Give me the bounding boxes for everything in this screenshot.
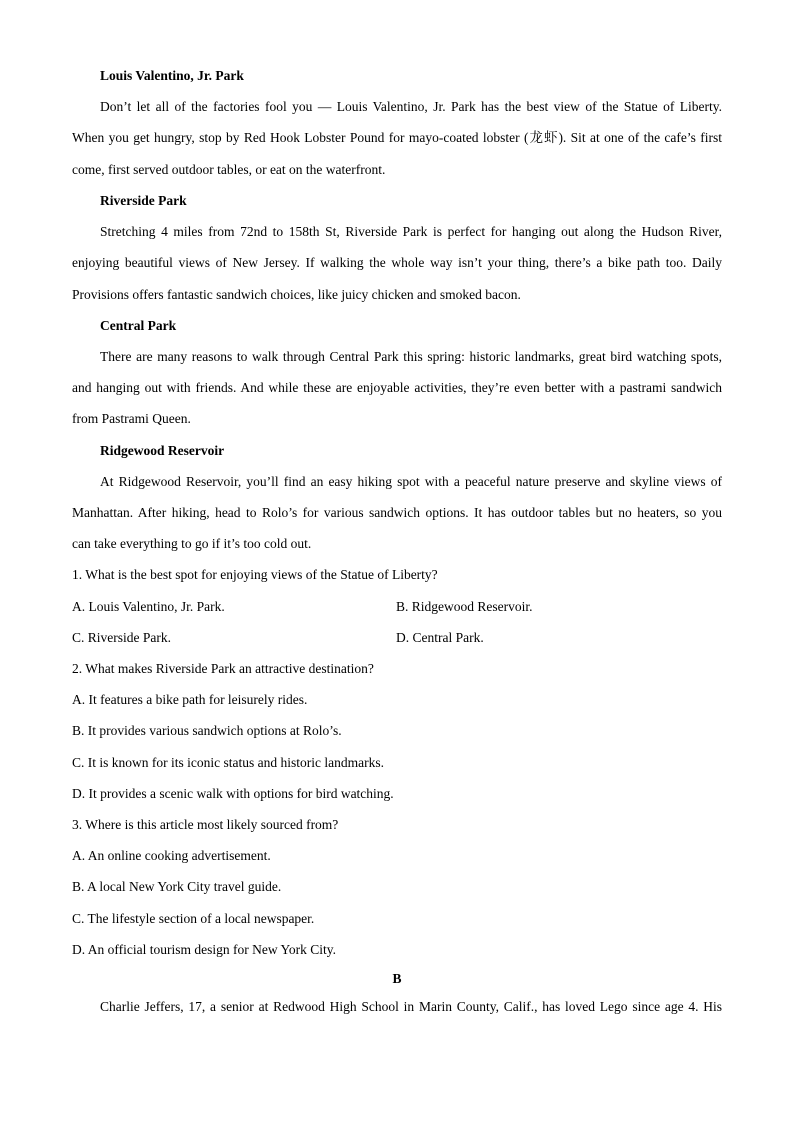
question-1-option-a: A. Louis Valentino, Jr. Park. bbox=[72, 599, 225, 614]
question-2-option-b: B. It provides various sandwich options at Rolo’s. bbox=[72, 723, 342, 738]
paragraph-line: Manhattan. After hiking, head to Rolo’s for various sandwich options. It has outdoor tables but no heaters, so you bbox=[72, 505, 722, 520]
paragraph-line: and hanging out with friends. And while these are enjoyable activities, they’re even better with a pastrami sandwich bbox=[72, 380, 722, 395]
paragraph-line: When you get hungry, stop by Red Hook Lobster Pound for mayo-coated lobster (龙虾). Sit at one of the cafe’s first bbox=[72, 130, 722, 145]
question-3-option-d: D. An official tourism design for New York City. bbox=[72, 942, 336, 957]
section-heading-louis-valentino: Louis Valentino, Jr. Park bbox=[100, 68, 244, 83]
question-1-option-c: C. Riverside Park. bbox=[72, 630, 171, 645]
paragraph-line: enjoying beautiful views of New Jersey. If walking the whole way isn’t your thing, there’s a bike path too. Daily bbox=[72, 255, 722, 270]
paragraph-line: from Pastrami Queen. bbox=[72, 411, 191, 426]
question-stem-3: 3. Where is this article most likely sourced from? bbox=[72, 817, 339, 832]
section-heading-riverside-park: Riverside Park bbox=[100, 193, 187, 208]
question-stem-1: 1. What is the best spot for enjoying views of the Statue of Liberty? bbox=[72, 567, 438, 582]
paragraph-line: At Ridgewood Reservoir, you’ll find an easy hiking spot with a peaceful nature preserve and skyline views of bbox=[100, 474, 722, 489]
paragraph-line: Don’t let all of the factories fool you — Louis Valentino, Jr. Park has the best view of the Statue of Liberty. bbox=[100, 99, 722, 114]
question-3-option-b: B. A local New York City travel guide. bbox=[72, 879, 282, 894]
paragraph-line: There are many reasons to walk through Central Park this spring: historic landmarks, great bird watching spots, bbox=[100, 349, 722, 364]
part-b-title: B bbox=[392, 971, 402, 986]
paragraph-line: Stretching 4 miles from 72nd to 158th St, Riverside Park is perfect for hanging out along the Hudson River, bbox=[100, 224, 722, 239]
question-3-option-a: A. An online cooking advertisement. bbox=[72, 848, 271, 863]
section-heading-ridgewood-reservoir: Ridgewood Reservoir bbox=[100, 443, 225, 458]
section-heading-central-park: Central Park bbox=[100, 318, 177, 333]
question-1-option-d: D. Central Park. bbox=[396, 630, 484, 645]
paragraph-line: Provisions offers fantastic sandwich choices, like juicy chicken and smoked bacon. bbox=[72, 287, 521, 302]
question-stem-2: 2. What makes Riverside Park an attractive destination? bbox=[72, 661, 374, 676]
paragraph-line: can take everything to go if it’s too cold out. bbox=[72, 536, 312, 551]
paragraph-line: Charlie Jeffers, 17, a senior at Redwood High School in Marin County, Calif., has loved Lego since age 4. His bbox=[100, 999, 722, 1014]
question-3-option-c: C. The lifestyle section of a local newspaper. bbox=[72, 911, 315, 926]
question-1-option-b: B. Ridgewood Reservoir. bbox=[396, 599, 533, 614]
question-2-option-d: D. It provides a scenic walk with options for bird watching. bbox=[72, 786, 394, 801]
question-2-option-c: C. It is known for its iconic status and historic landmarks. bbox=[72, 755, 384, 770]
paragraph-line: come, first served outdoor tables, or eat on the waterfront. bbox=[72, 162, 386, 177]
question-2-option-a: A. It features a bike path for leisurely rides. bbox=[72, 692, 308, 707]
